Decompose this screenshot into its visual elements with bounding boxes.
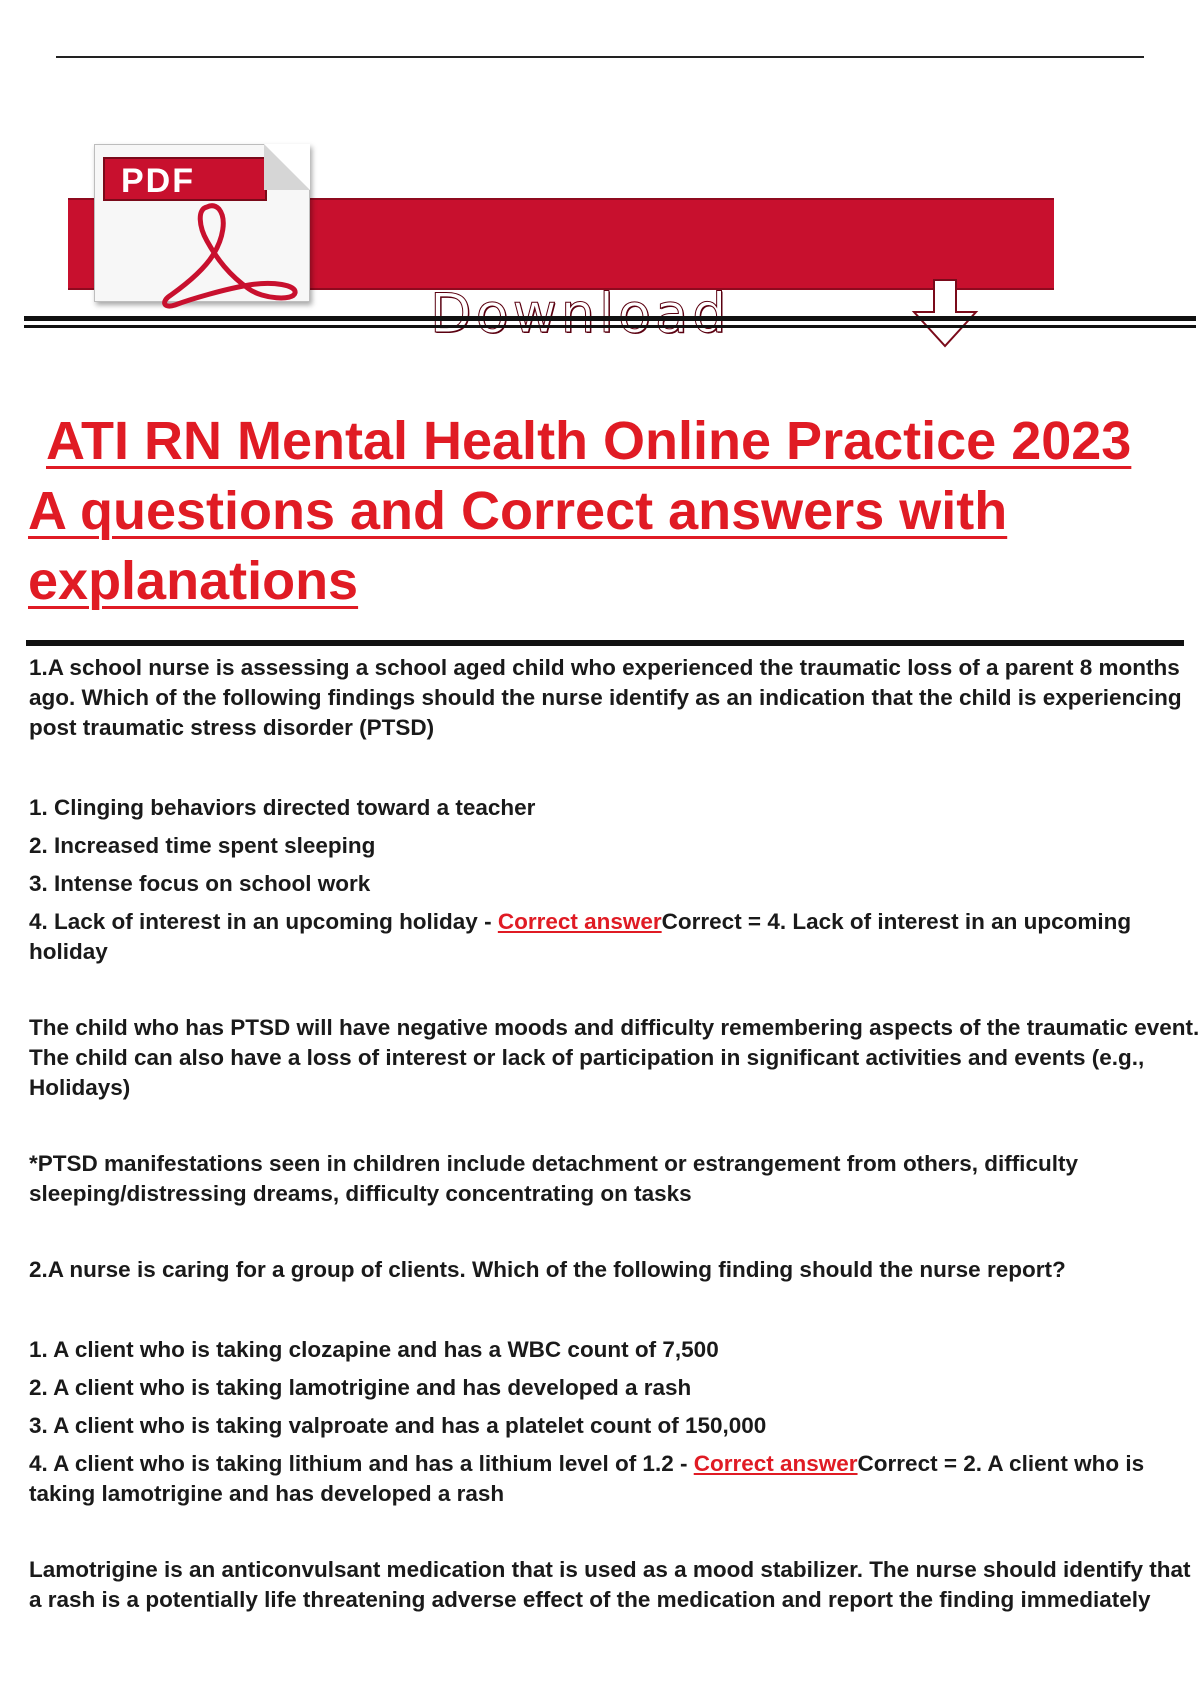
q2-stem: 2.A nurse is caring for a group of clients. Which of the following finding should the nurse report? bbox=[29, 1257, 1066, 1282]
q1-stem: 1.A school nurse is assessing a school aged child who experienced the traumatic loss of a parent 8 months ago. Which of the following findings should the nurse identify as an indication that the child is experiencing post traumatic stress disorder (PTSD) bbox=[29, 655, 1188, 740]
title-line-2: A questions and Correct answers with bbox=[28, 481, 1008, 541]
q2-answer-text: Correct = 2. A client who is taking lamotrigine and has developed a rash bbox=[29, 1451, 1151, 1506]
q1-option-2: 2. Increased time spent sleeping bbox=[29, 833, 376, 858]
q1-explanation-note: *PTSD manifestations seen in children include detachment or estrangement from others, difficulty sleeping/distressing dreams, difficulty concentrating on tasks bbox=[29, 1151, 1085, 1206]
download-arrow-icon bbox=[906, 278, 984, 350]
title-line-1: ATI RN Mental Health Online Practice 2023 bbox=[46, 411, 1132, 471]
q2-option-4 bbox=[29, 1449, 1200, 1509]
q1-option-4 bbox=[29, 907, 1200, 967]
q1-correct-answer-link[interactable]: Correct answer bbox=[497, 909, 662, 934]
q1-option-3: 3. Intense focus on school work bbox=[29, 871, 371, 896]
pdf-label: PDF bbox=[103, 157, 267, 201]
pdf-download-banner[interactable] bbox=[60, 130, 1060, 345]
banner-divider bbox=[24, 316, 1196, 328]
download-label: Download bbox=[430, 282, 731, 345]
q2-option-4-text: 4. A client who is taking lithium and has a lithium level of 1.2 - bbox=[29, 1451, 694, 1476]
q2-explanation: Lamotrigine is an anticonvulsant medication that is used as a mood stabilizer. The nurse should identify that a rash is a potentially life threatening adverse effect of the medication and report the finding immediately bbox=[29, 1557, 1197, 1612]
q2-option-1: 1. A client who is taking clozapine and has a WBC count of 7,500 bbox=[29, 1337, 719, 1362]
q2-option-3: 3. A client who is taking valproate and has a platelet count of 150,000 bbox=[29, 1413, 767, 1438]
q1-explanation: The child who has PTSD will have negative moods and difficulty remembering aspects of the traumatic event. The child can also have a loss of interest or lack of participation in significant activities and events (e.g., Holidays) bbox=[29, 1015, 1200, 1100]
title-divider bbox=[26, 640, 1184, 646]
top-rule bbox=[56, 56, 1144, 58]
title-line-3: explanations bbox=[28, 551, 359, 611]
q2-option-2: 2. A client who is taking lamotrigine and has developed a rash bbox=[29, 1375, 692, 1400]
q1-answer-text: Correct = 4. Lack of interest in an upcoming holiday bbox=[29, 909, 1138, 964]
acrobat-logo-icon bbox=[145, 197, 315, 313]
q2-correct-answer-link[interactable]: Correct answer bbox=[693, 1451, 858, 1476]
document-body bbox=[29, 653, 1200, 1615]
q1-option-1: 1. Clinging behaviors directed toward a teacher bbox=[29, 795, 536, 820]
q1-option-4-text: 4. Lack of interest in an upcoming holiday - bbox=[29, 909, 498, 934]
pdf-document-icon bbox=[94, 144, 310, 302]
document-title bbox=[28, 406, 1198, 616]
